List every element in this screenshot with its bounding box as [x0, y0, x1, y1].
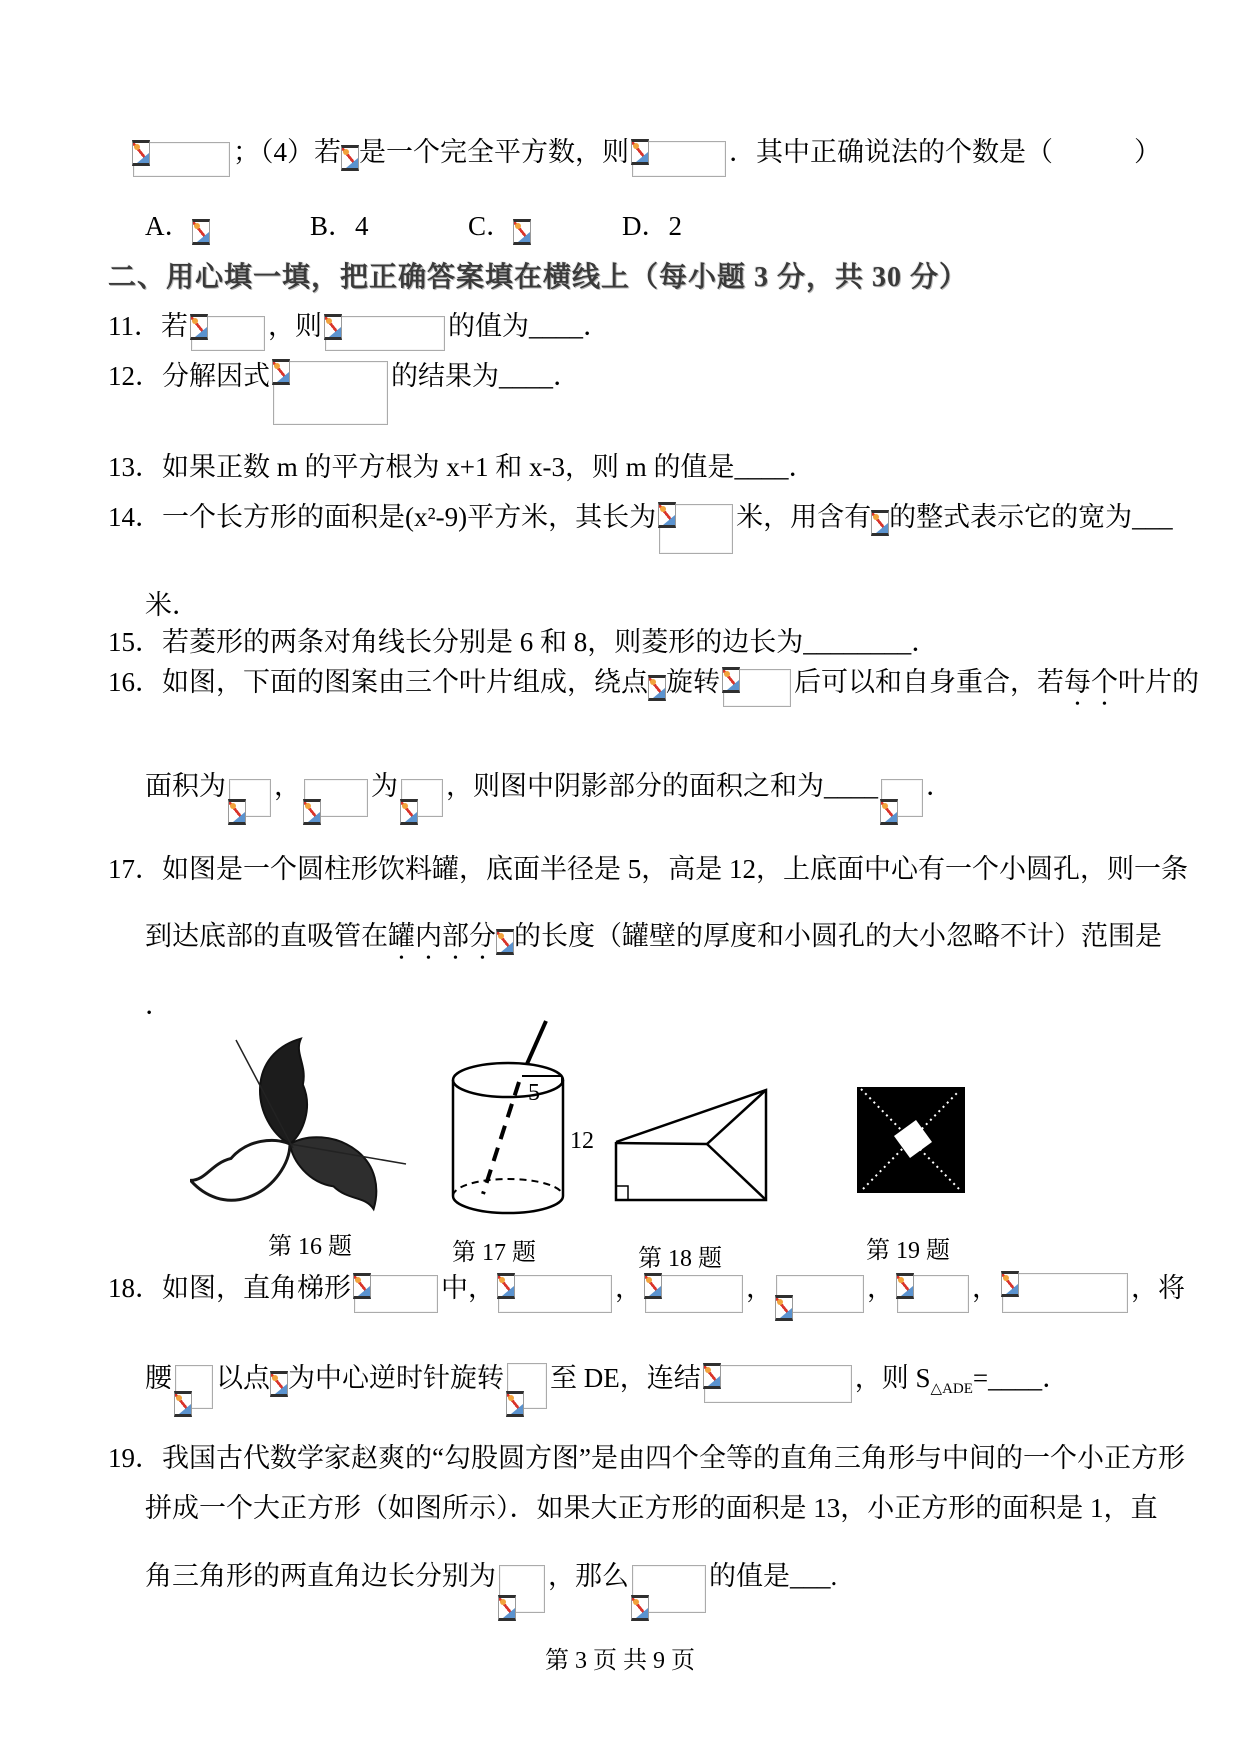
question-14-continuation: 米． [145, 590, 199, 620]
image-placeholder [881, 779, 923, 817]
image-placeholder [632, 141, 726, 177]
question-text: ，则 [268, 311, 322, 341]
cylinder-bottom-front [453, 1196, 563, 1213]
figure-19-xiantu [856, 1086, 968, 1196]
cylinder-bottom-back [453, 1179, 563, 1196]
question-text: 以点 [216, 1363, 270, 1393]
question-text: 11．若 [108, 311, 188, 341]
question-text: 12．分解因式 [108, 361, 270, 391]
triangle-subscript: △ADE [930, 1381, 973, 1397]
question-text: ．其中正确说法的个数是（ ） [729, 137, 1161, 167]
question-text: 是一个完全平方数，则 [359, 137, 629, 167]
question-11 [108, 306, 610, 351]
figure-18-prism [610, 1082, 775, 1210]
question-text: 叶片的 [1118, 667, 1199, 697]
option-b [310, 206, 369, 246]
question-18-line1 [108, 1268, 1185, 1313]
question-text: 到达底部的直吸管在 [145, 921, 388, 951]
question-19-line3 [145, 1556, 837, 1613]
broken-image-icon [506, 1391, 524, 1417]
section-2-heading: 二、用心填一填，把正确答案填在横线上（每小题 3 分，共 30 分） [108, 262, 969, 293]
broken-image-icon [658, 502, 676, 528]
image-placeholder [273, 361, 388, 425]
broken-image-icon [353, 1273, 371, 1299]
broken-image-icon [871, 510, 889, 536]
broken-image-icon [400, 799, 418, 825]
question-text: 的长度（罐壁的厚度和小圆孔的大小忽略不计）范围是 [514, 921, 1162, 951]
question-text: 的结果为____． [391, 361, 580, 391]
question-text: ，则图中阴影部分的面积之和为____ [446, 771, 878, 801]
broken-image-icon [341, 145, 359, 171]
question-text: 为中心逆时针旋转 [288, 1363, 504, 1393]
broken-image-icon [174, 1391, 192, 1417]
question-text: 的值是___. [709, 1561, 838, 1591]
question-text: 16．如图，下面的图案由三个叶片组成，绕点 [108, 667, 648, 697]
broken-image-icon [497, 1273, 515, 1299]
question-text: ，那么 [548, 1561, 629, 1591]
question-text: 后可以和自身重合，若 [794, 667, 1064, 697]
broken-image-icon [631, 139, 649, 165]
figure-16-leaf-pattern [190, 1032, 408, 1232]
prism-edge-up [707, 1090, 766, 1144]
image-placeholder [1002, 1273, 1128, 1313]
question-18-line2 [145, 1358, 1069, 1409]
broken-image-icon [644, 1273, 662, 1299]
option-label: B．4 [310, 211, 369, 241]
image-placeholder [632, 1565, 706, 1613]
image-placeholder [776, 1275, 864, 1313]
cylinder-drawing [446, 1018, 601, 1223]
question-text: 为 [371, 771, 398, 801]
image-placeholder [498, 1275, 612, 1313]
question-text: 18．如图，直角梯形 [108, 1273, 351, 1303]
image-placeholder [175, 1365, 213, 1409]
question-17-line2 [145, 916, 1162, 966]
image-placeholder [325, 316, 445, 351]
question-17-line1: 17．如图是一个圆柱形饮料罐，底面半径是 5，高是 12，上底面中心有一个小圆孔，则一条 [108, 854, 1188, 884]
xiantu-drawing [856, 1086, 968, 1196]
broken-image-icon [880, 799, 898, 825]
broken-image-icon [703, 1363, 721, 1389]
broken-image-icon [648, 675, 666, 701]
image-placeholder [133, 142, 230, 177]
leaf-pattern-drawing [190, 1032, 408, 1232]
question-text: 米，用含有 [736, 502, 872, 532]
cylinder-top [453, 1063, 563, 1097]
option-d [622, 206, 682, 246]
broken-image-icon [190, 314, 208, 340]
figure-caption-16: 第 16 题 [268, 1234, 352, 1260]
question-text: 14．一个长方形的面积是(x²-9)平方米，其长为 [108, 502, 657, 532]
question-text: ， [972, 1273, 999, 1303]
question-text: 中， [441, 1273, 495, 1303]
option-a [145, 206, 210, 246]
broken-image-icon [896, 1273, 914, 1299]
question-text: ， [746, 1273, 773, 1303]
figure-caption-17: 第 17 题 [452, 1240, 536, 1266]
question-text: 面积为 [145, 771, 226, 801]
height-label: 12 [570, 1128, 594, 1154]
question-text: 的值为____． [448, 311, 610, 341]
option-label: C． [468, 211, 514, 241]
question-text: 旋转 [666, 667, 720, 697]
broken-image-icon [272, 359, 290, 385]
broken-image-icon [775, 1295, 793, 1321]
broken-image-icon [270, 1371, 288, 1397]
broken-image-icon [722, 667, 740, 693]
broken-image-icon [498, 1595, 516, 1621]
question-13: 13．如果正数 m 的平方根为 x+1 和 x-3，则 m 的值是____． [108, 452, 816, 482]
image-placeholder [704, 1365, 852, 1403]
option-label: A． [145, 211, 192, 241]
straw-inside [483, 1082, 519, 1194]
question-16-line2 [145, 766, 953, 817]
image-placeholder [507, 1363, 547, 1409]
image-placeholder [354, 1275, 438, 1313]
question-text: 至 DE，连结 [550, 1363, 701, 1393]
question-text: ． [926, 771, 953, 801]
question-17-line3: ． [145, 990, 172, 1020]
question-text: ，将 [1131, 1273, 1185, 1303]
right-angle-marker [616, 1186, 628, 1200]
prism-edge-horizontal [616, 1143, 707, 1144]
broken-image-icon [496, 929, 514, 955]
image-placeholder [659, 504, 733, 554]
question-text: ， [274, 771, 301, 801]
question-15: 15．若菱形的两条对角线长分别是 6 和 8，则菱形的边长为________． [108, 627, 939, 657]
question-12 [108, 356, 580, 425]
prism-edge-down [707, 1144, 766, 1200]
broken-image-icon [513, 219, 531, 245]
question-text: ， [615, 1273, 642, 1303]
prism-drawing [610, 1082, 775, 1210]
option-c [468, 206, 531, 246]
question-10-continuation [130, 132, 1161, 177]
emphasized-text: 罐内部分 [388, 921, 496, 951]
image-placeholder [229, 779, 271, 817]
option-label: D．2 [622, 211, 682, 241]
radius-label: 5 [528, 1080, 540, 1106]
question-text: 角三角形的两直角边长分别为 [145, 1561, 496, 1591]
question-19-line2: 拼成一个大正方形（如图所示）．如果大正方形的面积是 13，小正方形的面积是 1，直 [145, 1493, 1158, 1523]
question-text: =____． [972, 1363, 1070, 1393]
question-text: ；（4）若 [233, 137, 341, 167]
broken-image-icon [1001, 1271, 1019, 1297]
broken-image-icon [303, 799, 321, 825]
image-placeholder [304, 779, 368, 817]
image-placeholder [723, 669, 791, 707]
page-footer: 第 3 页 共 9 页 [545, 1648, 695, 1674]
broken-image-icon [132, 140, 150, 166]
image-placeholder [897, 1275, 969, 1313]
figure-caption-18: 第 18 题 [638, 1246, 722, 1272]
question-14 [108, 497, 1173, 554]
question-text: 腰 [145, 1363, 172, 1393]
question-19-line1: 19．我国古代数学家赵爽的“勾股圆方图”是由四个全等的直角三角形与中间的一个小正方形 [108, 1443, 1185, 1473]
figure-17-cylinder [446, 1018, 601, 1223]
image-placeholder [645, 1275, 743, 1313]
question-text: 的整式表示它的宽为___ [889, 502, 1173, 532]
question-text: ， [867, 1273, 894, 1303]
broken-image-icon [228, 799, 246, 825]
question-text: ，则 S [854, 1363, 931, 1393]
broken-image-icon [631, 1595, 649, 1621]
broken-image-icon [192, 219, 210, 245]
question-16-line1 [108, 662, 1199, 712]
image-placeholder [191, 316, 265, 351]
image-placeholder [499, 1565, 545, 1613]
image-placeholder [401, 779, 443, 817]
broken-image-icon [324, 314, 342, 340]
emphasized-text: 每个 [1064, 667, 1118, 697]
figure-caption-19: 第 19 题 [866, 1238, 950, 1264]
